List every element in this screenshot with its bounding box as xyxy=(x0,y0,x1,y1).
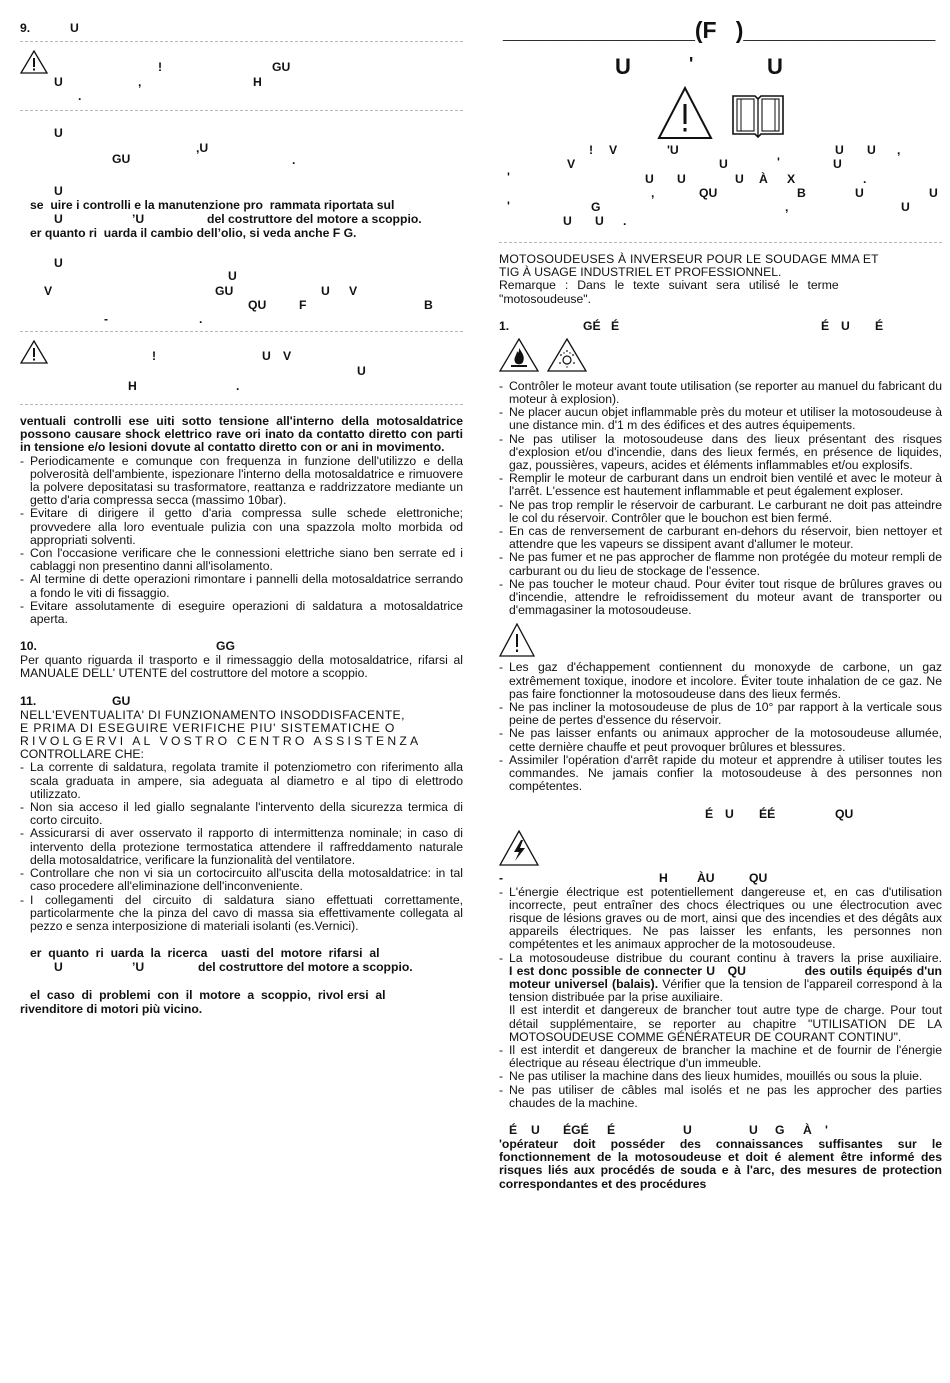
text-fragment: U xyxy=(321,284,330,298)
text-fragment: . xyxy=(623,214,627,228)
text-fragment: U xyxy=(54,184,63,198)
list-item xyxy=(499,952,942,1044)
text-line: NELL'EVENTUALITA' DI FUNZIONAMENTO INSODDISFACENTE, xyxy=(20,707,405,722)
list-item: - Non sia acceso il led giallo segnalante l'intervento della sicurezza termica di corto circuito. xyxy=(20,801,463,827)
text-fragment: GU xyxy=(215,284,234,298)
text-line: E PRIMA DI ESEGUIRE VERIFICHE PIU' SISTEMATICHE O xyxy=(20,720,396,735)
list-item: - Evitare assolutamente di eseguire operazioni di saldatura a motosaldatrice aperta. xyxy=(20,600,463,626)
text-fragment: La motosoudeuse distribue du courant continu à travers la prise auxiliaire. xyxy=(509,950,942,965)
divider xyxy=(20,110,463,111)
heading-fragment: É xyxy=(821,318,830,333)
text-fragment: U xyxy=(228,269,237,283)
list-item: - Ne pas utiliser la machine dans des lieux humides, mouillés ou sous la pluie. xyxy=(499,1070,942,1083)
text-fragment: X xyxy=(787,172,796,186)
text-fragment: ! xyxy=(589,143,594,157)
list-item: - Les gaz d'échappement contiennent du monoxyde de carbone, un gaz extrêmement toxique, inodore et incolore. Éviter toute inhalation de ce gaz. Ne pas faire fonctionner la motosoudeuse dans des lieux fermés. xyxy=(499,661,942,701)
heading-fragment: U xyxy=(767,54,783,79)
text-fragment: F xyxy=(299,298,307,312)
text-fragment: H xyxy=(253,75,262,89)
warning-icons xyxy=(499,84,942,148)
list-item: - Il est interdit et dangereux de brancher la machine et de fournir de l'énergie électrique au réseau électrique d'un immeuble. xyxy=(499,1044,942,1070)
paragraph-fragments xyxy=(20,127,463,185)
electric-shock-icon xyxy=(499,830,539,866)
section-number: 10. xyxy=(20,639,37,654)
text-fragment: ' xyxy=(777,155,780,169)
text-fragment: QU xyxy=(699,186,718,200)
text-line: "motosoudeuse". xyxy=(499,291,591,306)
heading-fragment: É xyxy=(607,1122,616,1137)
engine-safety-list xyxy=(499,380,942,618)
text-fragment: . xyxy=(78,89,82,103)
list-item: - Ne placer aucun objet inflammable près du moteur et utiliser la motosoudeuse à une distance min. d'1 m des édifices et des autres équipements. xyxy=(499,406,942,432)
heading-fragment: É xyxy=(705,806,714,821)
electrical-icon-row xyxy=(499,828,942,872)
text-fragment: V xyxy=(283,349,292,363)
section-11-intro xyxy=(20,709,463,762)
text-fragment: . xyxy=(863,172,867,186)
heading-fragment: - xyxy=(499,870,504,885)
heading-fragment: G xyxy=(775,1122,785,1137)
electrical-warning-paragraph: ventuali controlli ese uiti sotto tensione all'interno della motosaldatrice possono causare shock elettrico rave ori inato da contatto diretto con parti in tensione e/o lesioni dovute al contatto diretto con or ani in movimento. xyxy=(20,414,463,455)
text-fragment: U xyxy=(867,143,876,157)
text-fragment: GU xyxy=(272,60,291,74)
list-item: - Assicurarsi di aver osservato il rapporto di intermittenza nominale; in caso di intervento della protezione termostatica attendere il raffreddamento naturale della motosaldatrice, verificare la funzionalità del ventilatore. xyxy=(20,827,463,867)
maintenance-list xyxy=(20,455,463,627)
text-fragment: H xyxy=(128,379,137,393)
text-fragment: U xyxy=(54,960,63,975)
heading-fragment: U xyxy=(725,806,734,821)
text-fragment: outils équipés d'un moteur universel (balais). xyxy=(509,963,942,991)
heading-fragment: QU xyxy=(835,806,854,821)
heading-fragment: ' xyxy=(825,1122,828,1137)
electrical-section-heading xyxy=(499,808,942,822)
heading-fragment: U xyxy=(841,318,850,333)
text-fragment: B xyxy=(424,298,433,312)
list-item: - Evitare di dirigere il getto d'aria compressa sulle schede elettroniche; provvedere alla loro eventuale pulizia con una spazzola molto morbida od appropriati solventi. xyxy=(20,507,463,547)
text-fragment: ' xyxy=(507,170,510,184)
hazard-icons xyxy=(499,336,942,376)
text-fragment: ’U xyxy=(132,212,145,226)
engine-dealer-paragraph xyxy=(20,989,463,1017)
text-fragment: V xyxy=(44,284,53,298)
text-fragment: , xyxy=(785,200,789,214)
warning-block-1 xyxy=(20,50,463,110)
text-line: TIG À USAGE INDUSTRIEL ET PROFESSIONNEL. xyxy=(499,265,782,280)
text-fragment: ' xyxy=(507,199,510,213)
text-fragment: U xyxy=(835,143,844,157)
list-item: - Controllare che non vi sia un cortocircuito all'uscita della motosaldatrice: in tal caso procedere all'eliminazione dell'inconveniente. xyxy=(20,867,463,893)
warning-triangle-icon xyxy=(20,50,48,74)
text-fragment: er quanto ri uarda il cambio dell’olio, si veda anche F G. xyxy=(30,226,357,240)
section-number: 11. xyxy=(20,693,37,708)
list-item: - Ne pas incliner la motosoudeuse de plus de 10° par rapport à la verticale sous peine de pertes d'essence du réservoir. xyxy=(499,701,942,727)
engine-fault-paragraph xyxy=(20,947,463,975)
text-fragment: rivenditore di motori più vicino. xyxy=(20,1002,203,1017)
text-fragment: GU xyxy=(112,152,131,166)
heading-fragment: ÉGÉ xyxy=(563,1122,589,1137)
text-fragment: el caso di problemi con il motore a scoppio, rivol ersi al xyxy=(30,988,386,1003)
heading-fragment: GG xyxy=(216,639,235,654)
section-11-heading xyxy=(20,695,463,709)
heading-fragment: GÉ xyxy=(583,318,601,333)
text-fragment: ! xyxy=(152,349,157,363)
list-item: - I collegamenti del circuito di saldatura siano effettuati correttamente, particolarmente che la pinza del cavo di massa sia effettivamente collegata al pezzo e senza interposizione di materiali isolanti (es.Vernici). xyxy=(20,894,463,934)
text-line: MOTOSOUDEUSES À INVERSEUR POUR LE SOUDAGE MMA ET xyxy=(499,252,879,266)
section-9-heading xyxy=(20,22,463,44)
list-item: - En cas de renversement de carburant en-dehors du réservoir, bien nettoyer et attendre que les vapeurs se dissipent avant d'allumer le moteur. xyxy=(499,525,942,551)
electrical-safety-list xyxy=(499,886,942,1110)
list-item: - Ne pas utiliser la motosoudeuse dans des lieux présentant des risques d'explosion et/ou d'incendie, dans des lieux fermés, en présence de liquides, gaz, poussières, vapeurs, acides et éléments inflammables et/ou explosifs. xyxy=(499,433,942,473)
text-fragment: V xyxy=(609,143,618,157)
section-number: 9. xyxy=(20,21,31,35)
text-fragment: se uire i controlli e la manutenzione pro rammata riportata sul xyxy=(30,198,395,212)
section-10-heading xyxy=(20,640,463,654)
text-fragment: 'U xyxy=(667,143,679,157)
text-fragment: ’U xyxy=(132,960,145,975)
list-item: - La corrente di saldatura, regolata tramite il potenziometro con riferimento alla scala graduata in ampere, sia adeguata al diametro e al tipo di elettrodo utilizzato. xyxy=(20,761,463,801)
list-item: - Assimiler l'opération d'arrêt rapide du moteur et apprendre à utiliser toutes les commandes. Ne jamais confier la motosoudeuse à des personnes non compétentes. xyxy=(499,754,942,794)
text-fragment: G xyxy=(591,200,601,214)
intro-paragraph xyxy=(499,253,942,306)
heading-fragment: ' xyxy=(689,54,694,74)
divider xyxy=(499,242,942,243)
exhaust-warning-icon-row xyxy=(499,621,942,661)
text-fragment: . xyxy=(292,153,296,167)
list-item: - Periodicamente e comunque con frequenza in funzione dell'utilizzo e della polverosità dell'ambiente, ispezionare l'interno della motosaldatrice e rimuovere la polvere depositatasi su trasformatore, reattanza e raddrizzatore mediante un getto d'aria compressa secca (massimo 10bar). xyxy=(20,455,463,508)
text-fragment: Il est interdit et dangereux de brancher tout autre type de charge. Pour tout détail supplémentaire, se reporter au chapitre "UTILISATION DE LA MOTOSOUDEUSE COMME GÉNÉRATEUR DE COURANT CONTINU". xyxy=(509,1003,942,1044)
text-fragment: U xyxy=(929,186,938,200)
warning-triangle-icon xyxy=(20,340,48,364)
heading-fragment: À xyxy=(803,1122,812,1137)
heading-fragment: H xyxy=(659,870,668,885)
text-fragment: U xyxy=(645,172,654,186)
warning-triangle-icon xyxy=(499,623,535,657)
text-fragment: , xyxy=(897,143,901,157)
manual-book-icon xyxy=(731,90,785,140)
heading-fragment: É xyxy=(611,318,620,333)
heading-fragment: U xyxy=(683,1122,692,1137)
text-line: CONTROLLARE CHE: xyxy=(20,747,144,762)
exhaust-safety-list xyxy=(499,661,942,793)
text-fragment: V xyxy=(349,284,358,298)
text-fragment: U xyxy=(54,126,63,140)
text-fragment: I est donc possible de connecter U QU des xyxy=(509,963,826,978)
heading-fragment: U xyxy=(531,1122,540,1137)
text-fragment: U xyxy=(833,157,842,171)
heading-fragment: ÀU xyxy=(697,870,715,885)
text-fragment: . xyxy=(199,312,203,326)
explosive-warning-icon xyxy=(547,338,587,372)
heading-fragment: U xyxy=(615,54,631,79)
language-header xyxy=(499,0,942,56)
divider xyxy=(20,404,463,405)
section-10-body: Per quanto riguarda il trasporto e il rimessaggio della motosaldatrice, rifarsi al MANUALE DELL' UTENTE del costruttore del motore a scoppio. xyxy=(20,653,463,681)
operator-section-heading xyxy=(499,1124,942,1138)
heading-fragment: U xyxy=(749,1122,758,1137)
text-fragment: QU xyxy=(248,298,267,312)
warning-triangle-icon xyxy=(657,86,713,140)
text-line: Remarque : Dans le texte suivant sera utilisé le terme xyxy=(499,278,839,293)
warning-heading xyxy=(499,56,942,84)
text-line: RIVOLGERVI AL VOSTRO CENTRO ASSISTENZA xyxy=(20,734,422,749)
text-fragment: del costruttore del motore a scoppio. xyxy=(198,960,413,975)
text-fragment: U xyxy=(54,75,63,89)
list-item: - Ne pas laisser enfants ou animaux approcher de la motosoudeuse allumée, cette dernière chauffe et peut provoquer brûlures et blessures. xyxy=(499,727,942,753)
operator-paragraph: 'opérateur doit posséder des connaissances suffisantes sur le fonctionnement de la motosoudeuse et doit é alement être informé des risques liés aux procédés de souda e à l'arc, des mesures de protection correspondantes et des procédures xyxy=(499,1136,942,1191)
text-fragment: U xyxy=(563,214,572,228)
text-fragment: U xyxy=(719,157,728,171)
text-fragment: Vérifier que la tension de l'appareil correspond à la tension distribuée par la prise auxiliaire. xyxy=(509,976,942,1005)
list-item: - Con l'occasione verificare che le connessioni elettriche siano ben serrate ed i cablaggi non presentino danni all'isolamento. xyxy=(20,547,463,573)
list-item: - L'énergie électrique est potentiellement dangereuse et, en cas d'utilisation incorrecte, peut entraîner des chocs électriques ou une électrocution avec risque de lésions graves ou de mort, ainsi que des incendies et des dégâts aux appareils électriques. Ne pas laisser les enfants, les personnes non compétentes et les animaux approcher de la motosoudeuse. xyxy=(499,886,942,952)
flammable-warning-icon xyxy=(499,338,539,372)
text-fragment: V xyxy=(567,157,576,171)
heading-fragment: ÉÉ xyxy=(759,806,776,821)
warning-block-2 xyxy=(20,340,463,404)
checks-list xyxy=(20,761,463,933)
text-fragment: U xyxy=(735,172,744,186)
list-item: - Contrôler le moteur avant toute utilisation (se reporter au manuel du fabricant du moteur à explosion). xyxy=(499,380,942,406)
text-fragment: , xyxy=(138,75,142,89)
list-item: - Remplir le moteur de carburant dans un endroit bien ventilé et avec le moteur à l'arrêt. L'essence est hautement inflammable et peut également exploser. xyxy=(499,472,942,498)
text-fragment: À xyxy=(759,172,768,186)
text-fragment: - xyxy=(104,312,109,326)
list-item: - Ne pas toucher le moteur chaud. Pour éviter tout risque de brûlures graves ou d'incendie, attendre le refroidissement du moteur avant de transporter ou d'emmagasiner la motosoudeuse. xyxy=(499,578,942,618)
text-fragment: U xyxy=(901,200,910,214)
maintenance-paragraph xyxy=(20,185,463,243)
text-fragment: , xyxy=(651,186,655,200)
text-fragment: del costruttore del motore a scoppio. xyxy=(207,212,422,226)
text-fragment: ! xyxy=(158,60,163,74)
left-column xyxy=(20,0,463,1017)
list-item: - Al termine di dette operazioni rimontare i pannelli della motosaldatrice serrando a fondo le viti di fissaggio. xyxy=(20,573,463,599)
warning-text-block xyxy=(499,144,942,234)
text-fragment: . xyxy=(236,379,240,393)
heading-fragment: QU xyxy=(749,870,768,885)
right-column xyxy=(499,0,942,1191)
text-fragment: U xyxy=(54,212,63,226)
text-fragment: ,U xyxy=(196,141,209,155)
heading-fragment: É xyxy=(875,318,884,333)
heading-fragment: U xyxy=(70,21,79,35)
section-1-heading xyxy=(499,320,942,334)
paragraph-fragments xyxy=(20,257,463,337)
text-fragment: U xyxy=(595,214,604,228)
list-item: - Ne pas trop remplir le réservoir de carburant. Le carburant ne doit pas atteindre le col du réservoir. Contrôler que le bouchon est bien fermé. xyxy=(499,499,942,525)
text-fragment: U xyxy=(357,364,366,378)
language-title: _______________(F )_______________ xyxy=(503,17,936,43)
section-number: 1. xyxy=(499,318,510,333)
text-fragment: B xyxy=(797,186,806,200)
heading-fragment: É xyxy=(509,1122,518,1137)
text-fragment: er quanto ri uarda la ricerca uasti del motore rifarsi al xyxy=(30,946,380,961)
list-item: - Ne pas fumer et ne pas approcher de flamme non protégée du moteur rempli de carburant ou du lieu de stockage de l'essence. xyxy=(499,551,942,577)
electrical-subheading xyxy=(499,872,942,886)
text-fragment: U xyxy=(677,172,686,186)
text-fragment: U xyxy=(262,349,271,363)
heading-fragment: GU xyxy=(112,693,131,708)
list-item: - Ne pas utiliser de câbles mal isolés et ne pas les approcher des parties chaudes de la machine. xyxy=(499,1084,942,1110)
text-fragment: U xyxy=(855,186,864,200)
text-fragment: U xyxy=(54,256,63,270)
